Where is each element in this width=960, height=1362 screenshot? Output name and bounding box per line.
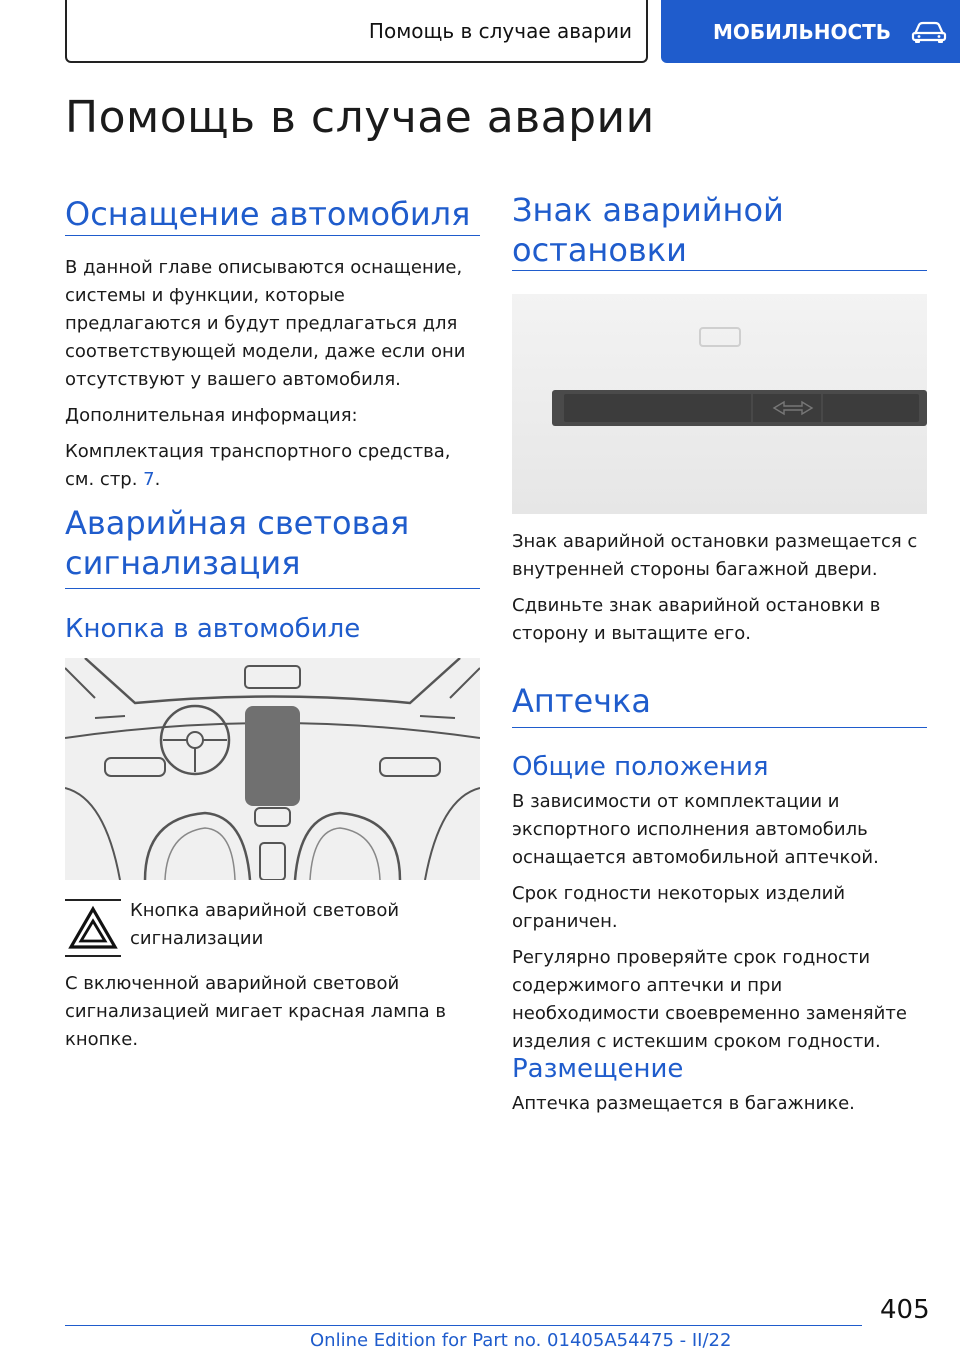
section-tab: [65, 0, 648, 63]
firstaid-location-paragraph: Аптечка размещается в багажнике.: [512, 1093, 855, 1114]
edition-footer: Online Edition for Part no. 01405A54475 - II/22: [310, 1330, 732, 1351]
page-link[interactable]: 7: [143, 469, 155, 490]
hazard-subheading: Кнопка в автомобиле: [65, 614, 361, 644]
equipment-paragraph: В данной главе описываются оснащение, системы и функции, которые предлагаются и будут предлагаться для соответствующей модели, даже если они отсутствуют у вашего автомобиля.: [65, 257, 466, 390]
firstaid-paragraph-3: Регулярно проверяйте срок годности содержимого аптечки и при необходимости своевременно заменяйте изделия с истекшим сроком годности.: [512, 947, 907, 1052]
additional-info-label: Дополнительная информация:: [65, 405, 358, 426]
reference-text: Комплектация транспортного средства, см. стр.: [65, 441, 451, 490]
hazard-heading: Аварийная световая сигнализация: [65, 504, 410, 582]
warning-triangle-image: [512, 294, 927, 514]
section-tab-label: Помощь в случае аварии: [368, 18, 632, 43]
divider: [512, 270, 927, 271]
equipment-heading: Оснащение автомобиля: [65, 195, 471, 233]
firstaid-paragraph-2: Срок годности некоторых изделий ограничен.: [512, 883, 846, 932]
footer-divider: [65, 1325, 862, 1326]
firstaid-heading: Аптечка: [512, 682, 651, 720]
category-tab[interactable]: [661, 0, 960, 63]
location-subheading: Размещение: [512, 1054, 684, 1084]
page-number: 405: [880, 1295, 930, 1325]
divider: [512, 727, 927, 728]
triangle-heading: Знак аварийной остановки: [512, 191, 784, 269]
reference-end: .: [154, 469, 161, 490]
equipment-reference: [65, 438, 480, 494]
page-title: Помощь в случае аварии: [65, 92, 655, 143]
equipment-section: [65, 193, 480, 235]
hazard-paragraph: С включенной аварийной световой сигнализацией мигает красная лампа в кнопке.: [65, 973, 446, 1050]
triangle-location-paragraph: Знак аварийной остановки размещается с внутренней стороны багажной двери.: [512, 531, 918, 580]
divider: [65, 235, 480, 236]
triangle-removal-paragraph: Сдвиньте знак аварийной остановки в сторону и вытащите его.: [512, 595, 881, 644]
car-interior-image: [65, 658, 480, 880]
category-tab-label: МОБИЛЬНОСТЬ: [713, 19, 892, 44]
hazard-button-caption: Кнопка аварийной световой сигнализации: [130, 900, 400, 949]
hazard-warning-icon: [65, 899, 121, 957]
general-subheading: Общие положения: [512, 752, 769, 782]
car-icon: [911, 20, 947, 44]
firstaid-paragraph-1: В зависимости от комплектации и экспортного исполнения автомобиль оснащается автомобильной аптечкой.: [512, 791, 879, 868]
divider: [65, 588, 480, 589]
